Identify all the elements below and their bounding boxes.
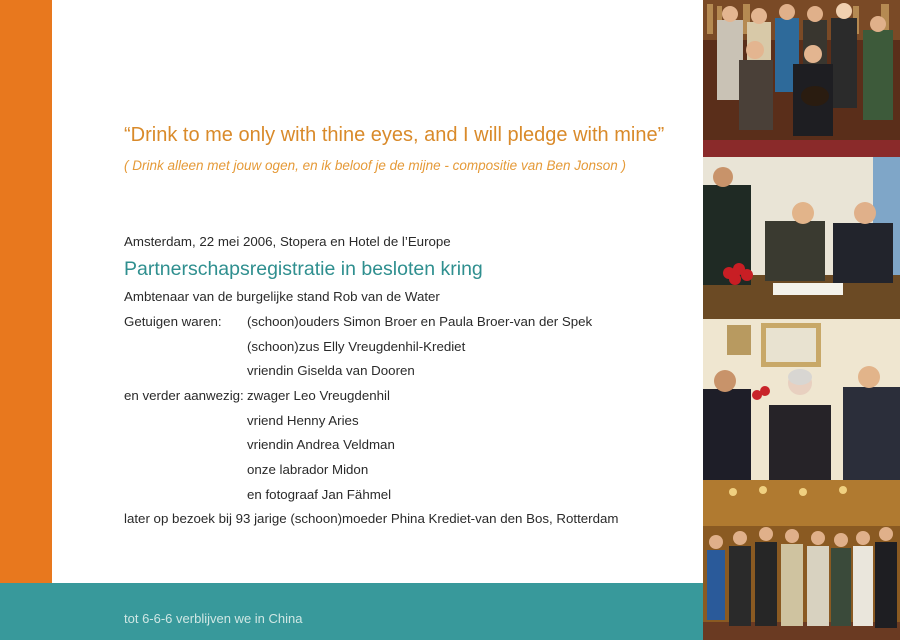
photo-group-hall: [703, 480, 900, 640]
place-date: Amsterdam, 22 mei 2006, Stopera en Hotel de l’Europe: [124, 234, 451, 249]
bottom-accent-bar: [0, 583, 703, 640]
witness-item: (schoon)zus Elly Vreugdenhil-Krediet: [247, 339, 466, 354]
present-item: vriend Henny Aries: [247, 413, 359, 428]
witness-item: (schoon)ouders Simon Broer en Paula Broer-van der Spek: [247, 314, 593, 329]
present-item: zwager Leo Vreugdenhil: [247, 388, 390, 403]
left-accent-bar: [0, 0, 52, 583]
present-item: vriendin Andrea Veldman: [247, 437, 395, 452]
later-visit-line: later op bezoek bij 93 jarige (schoon)moeder Phina Krediet-van den Bos, Rotterdam: [124, 511, 619, 526]
event-title: Partnerschapsregistratie in besloten kring: [124, 258, 483, 280]
photo-signing: [703, 157, 900, 319]
present-item: onze labrador Midon: [247, 462, 369, 477]
witness-item: vriendin Giselda van Dooren: [247, 363, 415, 378]
quote-translation: ( Drink alleen met jouw ogen, en ik beloof je de mijne - compositie van Ben Jonson ): [124, 158, 627, 173]
witnesses-label: Getuigen waren:: [124, 314, 222, 329]
official-line: Ambtenaar van de burgelijke stand Rob van de Water: [124, 289, 440, 304]
photo-group-library: [703, 0, 900, 157]
present-item: en fotograaf Jan Fähmel: [247, 487, 392, 502]
present-label: en verder aanwezig:: [124, 388, 244, 403]
photo-column: [703, 0, 900, 640]
footer-note: tot 6-6-6 verblijven we in China: [124, 611, 303, 626]
photo-visit: [703, 319, 900, 480]
quote-main: “Drink to me only with thine eyes, and I will pledge with mine”: [124, 124, 665, 146]
